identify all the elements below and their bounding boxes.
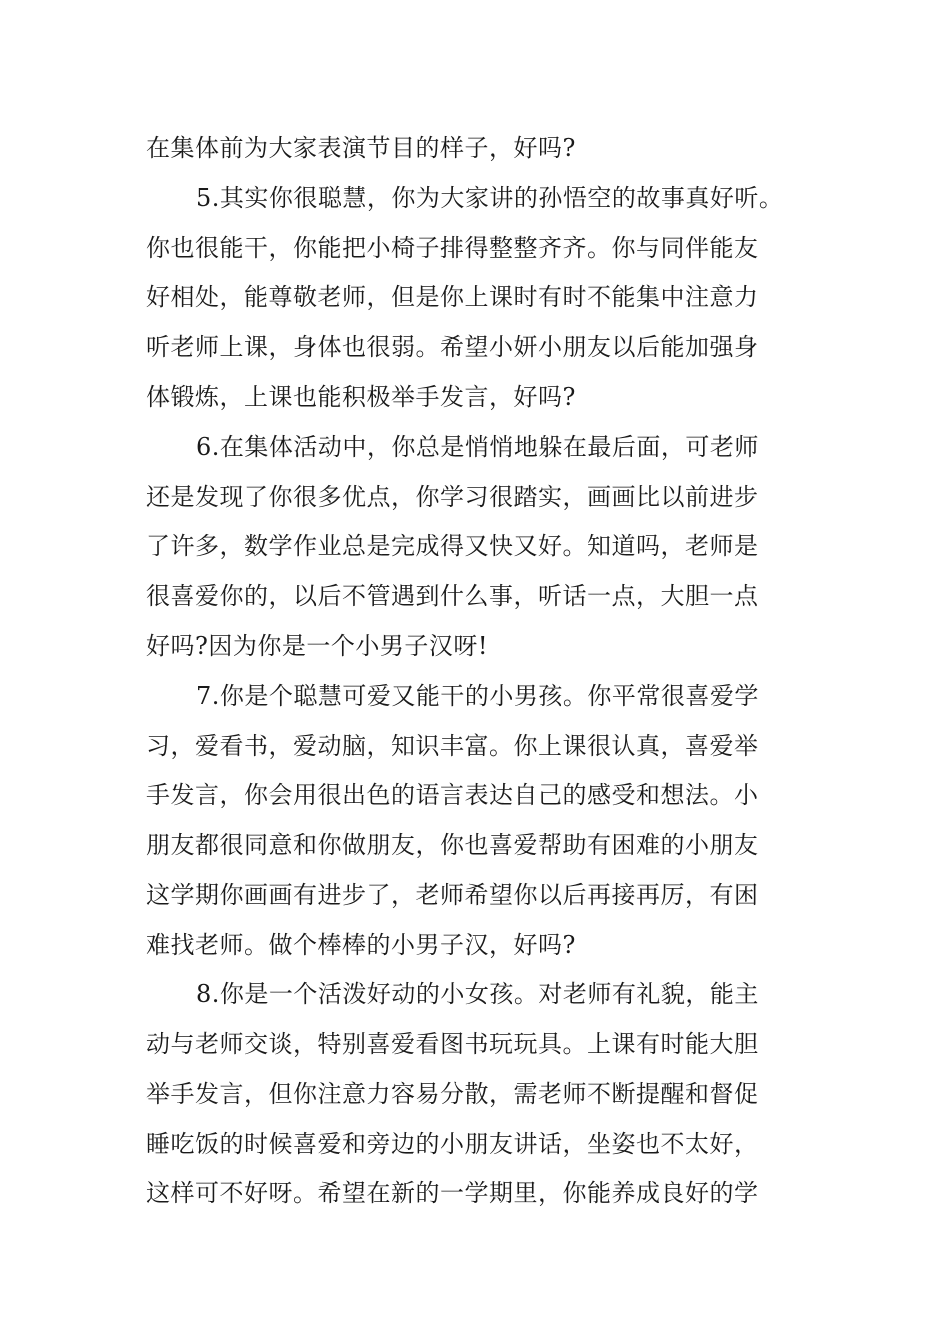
- paragraph-7-start: 7.你是个聪慧可爱又能干的小男孩。你平常很喜爱学: [196, 682, 759, 710]
- text-line: 朋友都很同意和你做朋友，你也喜爱帮助有困难的小朋友: [146, 831, 759, 859]
- text-line: 这样可不好呀。希望在新的一学期里，你能养成良好的学: [146, 1179, 759, 1207]
- text-line: 很喜爱你的，以后不管遇到什么事，听话一点，大胆一点: [146, 582, 759, 610]
- text-line: 你也很能干，你能把小椅子排得整整齐齐。你与同伴能友: [146, 234, 759, 262]
- text-line: 习，爱看书，爱动脑，知识丰富。你上课很认真，喜爱举: [146, 732, 759, 760]
- text-line: 听老师上课，身体也很弱。希望小妍小朋友以后能加强身: [146, 333, 759, 361]
- text-line: 还是发现了你很多优点，你学习很踏实，画画比以前进步: [146, 483, 759, 511]
- paragraph-6-start: 6.在集体活动中，你总是悄悄地躲在最后面，可老师: [196, 433, 759, 461]
- text-line: 在集体前为大家表演节目的样子，好吗?: [146, 134, 576, 162]
- text-line: 这学期你画画有进步了，老师希望你以后再接再厉，有困: [146, 881, 759, 909]
- paragraph-5-start: 5.其实你很聪慧，你为大家讲的孙悟空的故事真好听。: [196, 184, 784, 212]
- text-line: 难找老师。做个棒棒的小男子汉，好吗?: [146, 931, 576, 959]
- text-line: 了许多，数学作业总是完成得又快又好。知道吗，老师是: [146, 532, 759, 560]
- text-line: 动与老师交谈，特别喜爱看图书玩玩具。上课有时能大胆: [146, 1030, 759, 1058]
- text-line: 好吗?因为你是一个小男子汉呀!: [146, 632, 489, 660]
- text-line: 睡吃饭的时候喜爱和旁边的小朋友讲话，坐姿也不太好，: [146, 1130, 759, 1158]
- text-line: 好相处，能尊敬老师，但是你上课时有时不能集中注意力: [146, 283, 759, 311]
- text-line: 举手发言，但你注意力容易分散，需老师不断提醒和督促: [146, 1080, 759, 1108]
- text-line: 体锻炼，上课也能积极举手发言，好吗?: [146, 383, 576, 411]
- text-line: 手发言，你会用很出色的语言表达自己的感受和想法。小: [146, 781, 759, 809]
- paragraph-8-start: 8.你是一个活泼好动的小女孩。对老师有礼貌，能主: [196, 980, 759, 1008]
